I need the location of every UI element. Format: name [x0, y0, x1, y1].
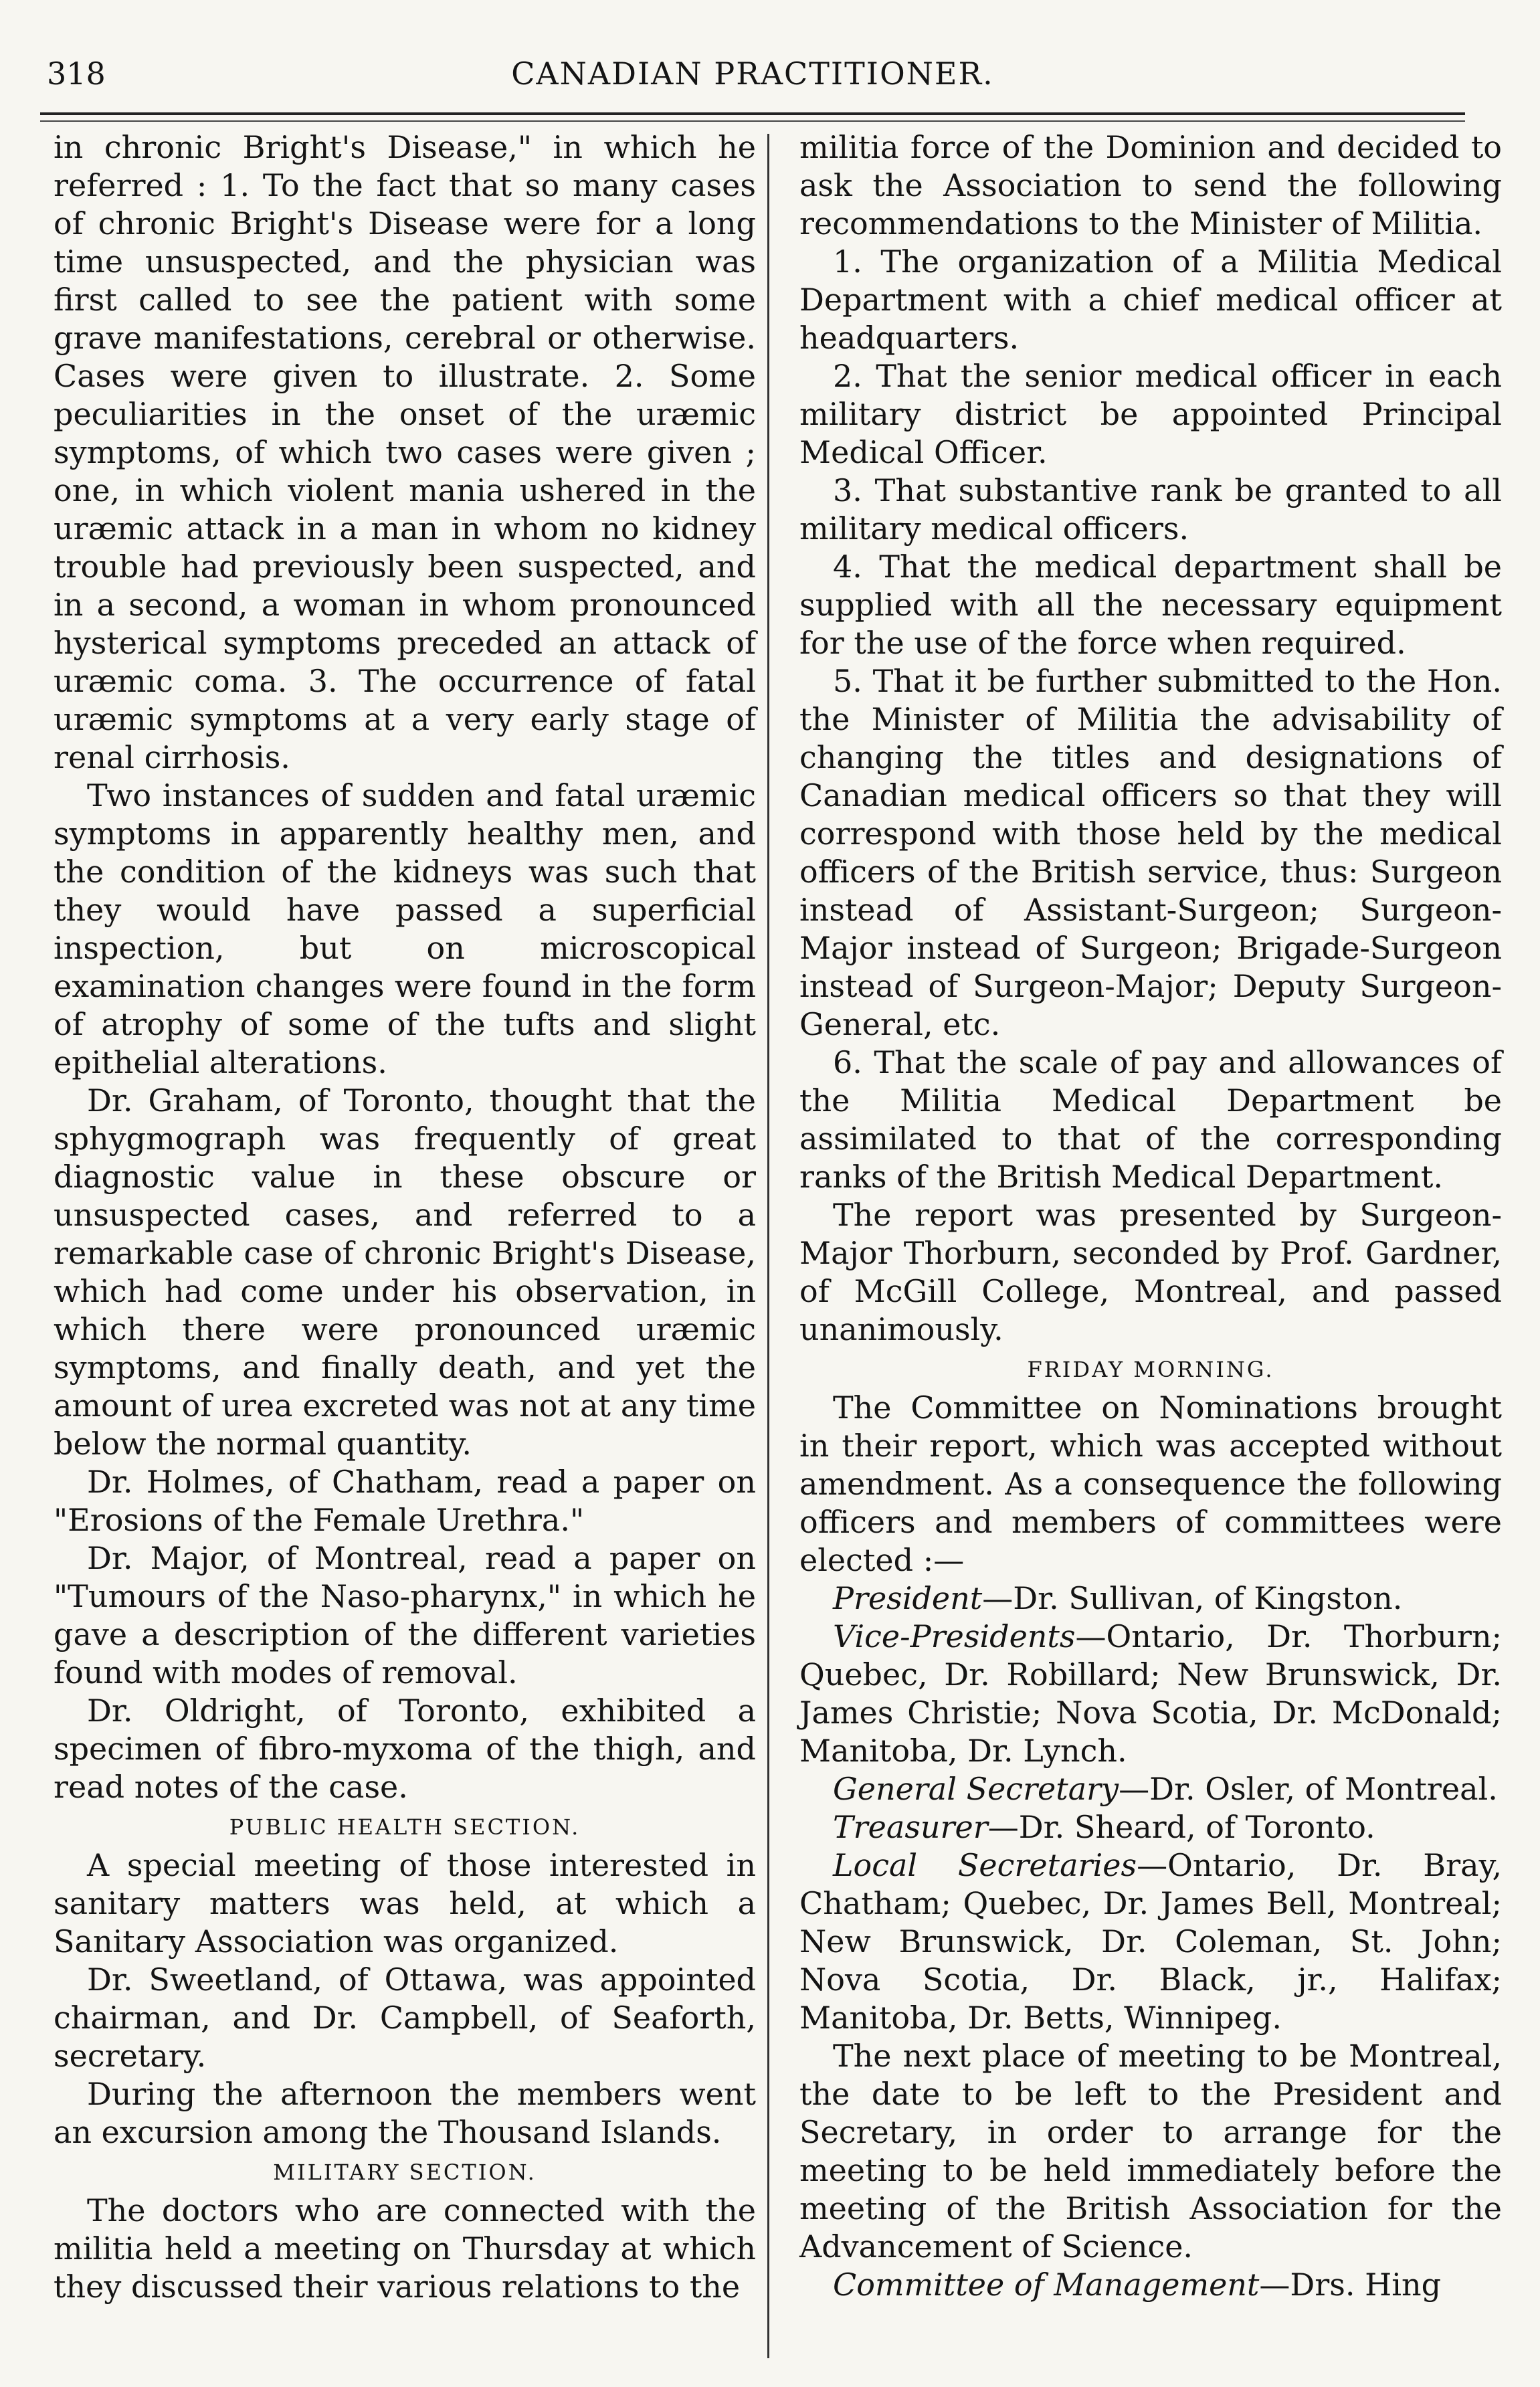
paragraph: in chronic Bright's Disease," in which he referred : 1. To the fact that so many cases of chronic Bright's Disease were for a long time unsuspected, and the physician was first called to see the patient with some grave manifestations, cerebral or otherwise. Cases were given to illustrate. 2. Some peculiarities in the onset of the uræmic symptoms, of which two cases were given ; one, in which violent mania ushered in the uræmic attack in a man in whom no kidney trouble had previously been suspected, and in a second, a woman in whom pronounced hysterical symptoms preceded an attack of uræmic coma. 3. The occurrence of fatal uræmic symptoms at a very early stage of renal cirrhosis. [54, 129, 756, 775]
paragraph: Dr. Graham, of Toronto, thought that the sphygmograph was frequently of great diagnostic value in these obscure or unsuspected cases, and referred to a remarkable case of chronic Bright's Disease, which had come under his observation, in which there were pronounced uræmic symptoms, and finally death, and yet the amount of urea excreted was not at any time below the normal quantity. [54, 1082, 756, 1462]
section-heading: MILITARY SECTION. [273, 2160, 537, 2185]
section-heading: FRIDAY MORNING. [1027, 1357, 1274, 1382]
paragraph: Two instances of sudden and fatal uræmic symptoms in apparently healthy men, and the condition of the kidneys was such that they would have passed a superficial inspection, but on microscopical examination changes were found in the form of atrophy of some of the tufts and slight epithelial alterations. [54, 777, 756, 1080]
paragraph: A special meeting of those interested in sanitary matters was held, at which a Sanitary Association was organized. [54, 1847, 756, 1960]
officer-entry [799, 1618, 1502, 1770]
officer-title: General Secretary [833, 1771, 1119, 1807]
officer-title: Committee of Management [833, 2267, 1260, 2303]
header-rule-thin [40, 120, 1465, 122]
officer-title: Vice-Presidents [833, 1618, 1076, 1654]
right-column [799, 128, 1502, 2304]
recommendation: 6. That the scale of pay and allowances of the Militia Medical Department be assimilated to that of the corresponding ranks of the British Medical Department. [799, 1044, 1502, 1195]
paragraph: militia force of the Dominion and decided to ask the Association to send the following recommendations to the Minister of Militia. [799, 129, 1502, 242]
recommendation: 2. That the senior medical officer in each military district be appointed Principal Medical Officer. [799, 358, 1502, 470]
column-divider [767, 134, 769, 2358]
recommendation: 5. That it be further submitted to the Hon. the Minister of Militia the advisability of changing the titles and designations of Canadian medical officers so that they will correspond with those held by the medical officers of the British service, thus: Surgeon instead of Assistant-Surgeon; Surgeon-Major instead of Surgeon; Brigade-Surgeon instead of Surgeon-Major; Deputy Surgeon-General, etc. [799, 663, 1502, 1042]
paragraph: Dr. Sweetland, of Ottawa, was appointed chairman, and Dr. Campbell, of Seaforth, secretary. [54, 1962, 756, 2074]
paragraph: The doctors who are connected with the militia held a meeting on Thursday at which they discussed their various relations to the [54, 2192, 756, 2305]
recommendation: 4. That the medical department shall be supplied with all the necessary equipment for the use of the force when required. [799, 549, 1502, 661]
paragraph: The Committee on Nominations brought in their report, which was accepted without amendment. As a consequence the following officers and members of committees were elected :— [799, 1390, 1502, 1578]
header-rule [40, 112, 1465, 115]
officer-entry [799, 1770, 1502, 1808]
recommendation: 3. That substantive rank be granted to all military medical officers. [799, 472, 1502, 547]
paragraph: Dr. Holmes, of Chatham, read a paper on "Erosions of the Female Urethra." [54, 1464, 756, 1538]
paragraph: Dr. Oldright, of Toronto, exhibited a specimen of fibro-myxoma of the thigh, and read notes of the case. [54, 1693, 756, 1805]
officer-text: —Dr. Sheard, of Toronto. [987, 1809, 1375, 1845]
officer-entry [799, 1580, 1502, 1618]
paragraph: The next place of meeting to be Montreal, the date to be left to the President and Secretary, in order to arrange for the meeting to be held immediately before the meeting of the British Association for the Advancement of Science. [799, 2038, 1502, 2265]
recommendation: 1. The organization of a Militia Medical Department with a chief medical officer at headquarters. [799, 244, 1502, 356]
officer-text: —Ontario, Dr. Bray, Chatham; Quebec, Dr. James Bell, Montreal; New Brunswick, Dr. Coleman, St. John; Nova Scotia, Dr. Black, jr., Halifax; Manitoba, Dr. Betts, Winnipeg. [799, 1847, 1502, 2036]
officer-text: —Dr. Sullivan, of Kingston. [982, 1580, 1403, 1616]
paragraph: The report was presented by Surgeon-Major Thorburn, seconded by Prof. Gardner, of McGill College, Montreal, and passed unanimously. [799, 1197, 1502, 1347]
left-column [54, 128, 756, 2306]
officer-entry [799, 1808, 1502, 1846]
officer-title: President [833, 1580, 983, 1616]
officer-title: Local Secretaries [833, 1847, 1137, 1883]
officer-text: —Dr. Osler, of Montreal. [1119, 1771, 1498, 1807]
page-header [40, 47, 1465, 100]
paragraph: During the afternoon the members went an excursion among the Thousand Islands. [54, 2076, 756, 2150]
page-number: 318 [47, 56, 106, 92]
officer-title: Treasurer [833, 1809, 988, 1845]
officer-text: —Drs. Hing [1259, 2267, 1442, 2303]
officer-entry [799, 2266, 1502, 2304]
section-heading: PUBLIC HEALTH SECTION. [229, 1814, 581, 1840]
officer-entry [799, 1846, 1502, 2037]
paragraph: Dr. Major, of Montreal, read a paper on "Tumours of the Naso-pharynx," in which he gave a description of the different varieties found with modes of removal. [54, 1540, 756, 1691]
officer-text: —Ontario, Dr. Thorburn; Quebec, Dr. Robillard; New Brunswick, Dr. James Christie; Nova Scotia, Dr. McDonald; Manitoba, Dr. Lynch. [799, 1618, 1502, 1769]
running-title: CANADIAN PRACTITIONER. [511, 56, 994, 92]
